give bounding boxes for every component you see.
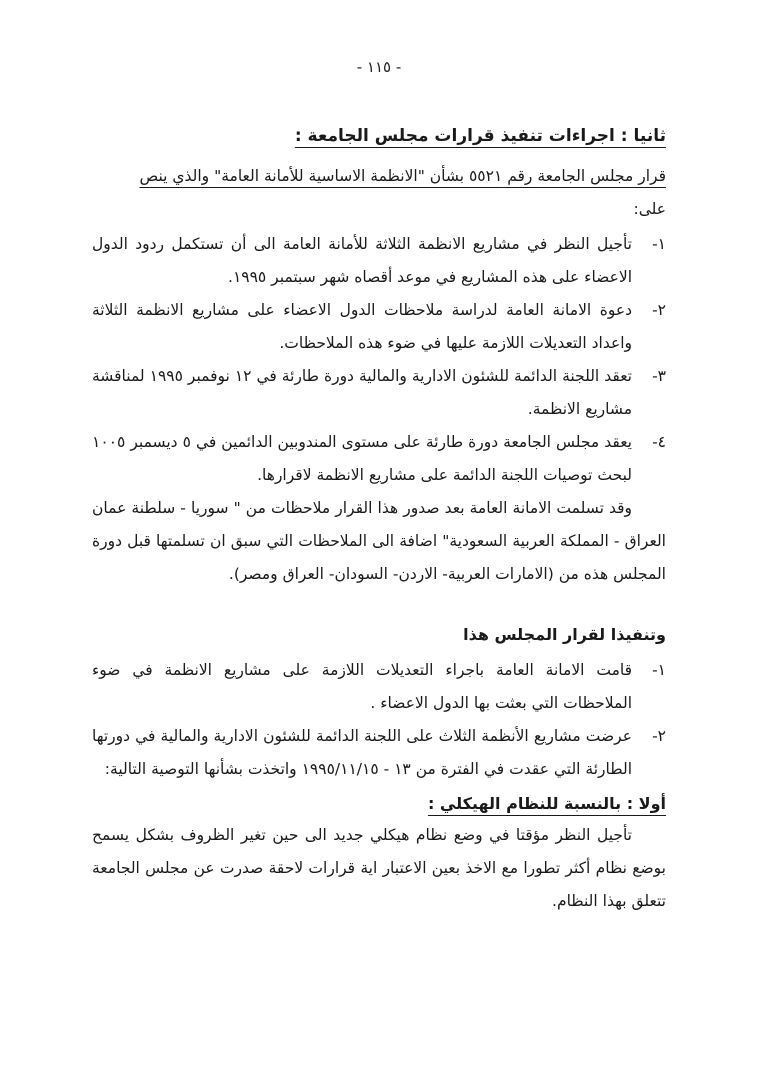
section-heading: ثانيا : اجراءات تنفيذ قرارات مجلس الجامعة : — [294, 126, 666, 146]
item-text: دعوة الامانة العامة لدراسة ملاحظات الدول الاعضاء على مشاريع الانظمة الثلاثة واعداد التعديلات اللازمة عليها في ضوء هذه الملاحظات. — [92, 301, 632, 352]
decree-intro-underlined: قرار مجلس الجامعة رقم ٥٥٢١ بشأن "الانظمة الاساسية للأمانة العامة" والذي ينص — [139, 167, 666, 185]
item-text: يعقد مجلس الجامعة دورة طارئة على مستوى المندوبين الدائمين في ٥ ديسمبر ١٠٠٥ لبحث توصيات اللجنة الدائمة على مشاريع الانظمة لاقرارها. — [92, 433, 632, 484]
decision-item — [92, 228, 666, 294]
item-number: ٢- — [652, 301, 666, 319]
page-number: - ١١٥ - — [356, 58, 402, 76]
implementation-heading: وتنفيذا لقرار المجلس هذا — [463, 625, 666, 644]
implementation-item — [92, 720, 666, 786]
item-number: ٤- — [652, 433, 666, 451]
structural-paragraph: تأجيل النظر مؤقتا في وضع نظام هيكلي جديد الى حين تغير الظروف بشكل يسمح بوضع نظام أكثر تطورا مع الاخذ بعين الاعتبار اية قرارات لاحقة صدرت عن مجلس الجامعة تتعلق بهذا النظام. — [92, 826, 666, 910]
item-text: قامت الامانة العامة باجراء التعديلات اللازمة على مشاريع الانظمة في ضوء الملاحظات التي بعثت بها الدول الاعضاء . — [92, 661, 632, 712]
implementation-list — [92, 654, 666, 786]
item-number: ١- — [652, 661, 666, 679]
structural-system-heading: أولا : بالنسبة للنظام الهيكلي : — [427, 794, 666, 813]
item-text: عرضت مشاريع الأنظمة الثلاث على اللجنة الدائمة للشئون الادارية والمالية في دورتها الطارئة التي عقدت في الفترة من ١٣ - ١٩٩٥/١١/١٥ واتخذت بشأنها التوصية التالية: — [92, 727, 632, 778]
item-text: تأجيل النظر في مشاريع الانظمة الثلاثة للأمانة العامة الى أن تستكمل ردود الدول الاعضاء على هذه المشاريع في موعد أقصاه شهر سبتمبر ١٩٩٥. — [92, 235, 632, 286]
decision-item — [92, 294, 666, 360]
decision-item — [92, 426, 666, 492]
item-number: ٢- — [652, 727, 666, 745]
item-text: تعقد اللجنة الدائمة للشئون الادارية والمالية دورة طارئة في ١٢ نوفمبر ١٩٩٥ لمناقشة مشاريع الانظمة. — [92, 367, 632, 418]
item-number: ٣- — [652, 367, 666, 385]
item-number: ١- — [652, 235, 666, 253]
decision-item — [92, 360, 666, 426]
decree-intro — [92, 160, 666, 226]
implementation-item — [92, 654, 666, 720]
observations-paragraph: وقد تسلمت الامانة العامة بعد صدور هذا القرار ملاحظات من " سوريا - سلطنة عمان العراق - المملكة العربية السعودية" اضافة الى الملاحظات التي سبق ان تسلمتها قبل دورة المجلس هذه من (الامارات العربية- الاردن- السودان- العراق ومصر). — [92, 499, 666, 583]
decree-intro-tail: على: — [633, 200, 666, 218]
decision-list — [92, 228, 666, 492]
